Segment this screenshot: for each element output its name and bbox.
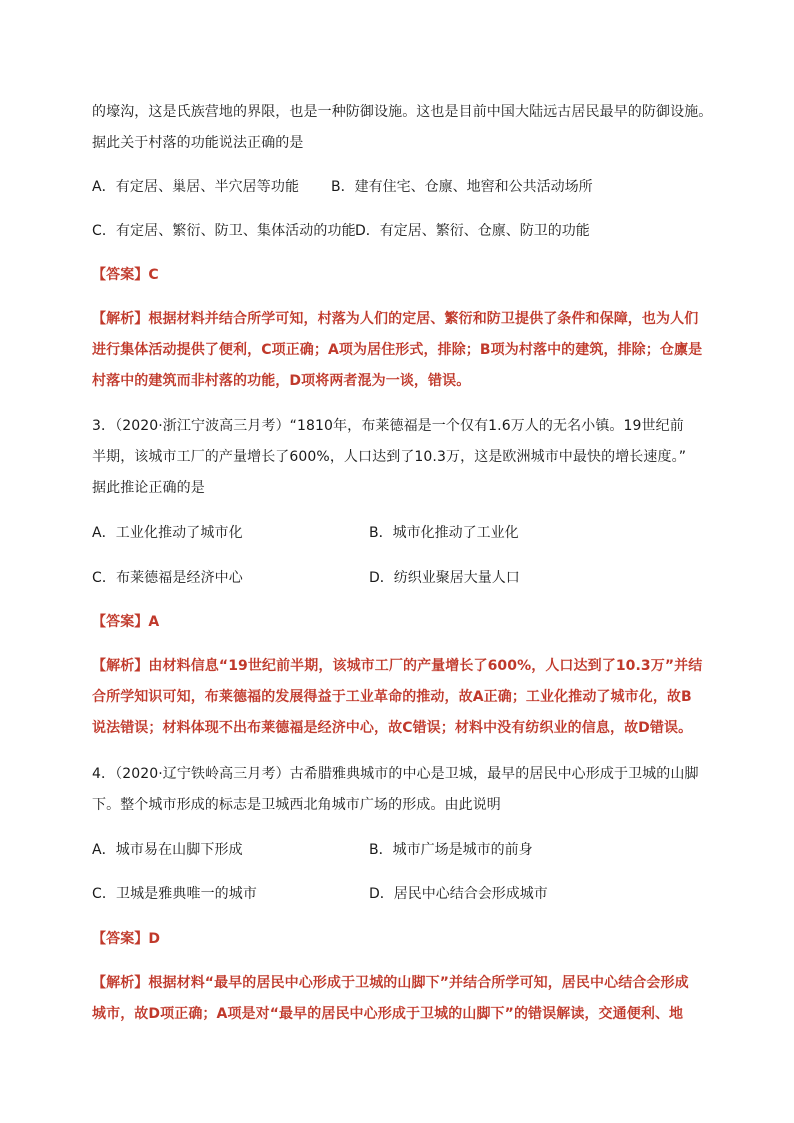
q3-analysis-line-2: 合所学知识可知，布莱德福的发展得益于工业革命的推动，故A正确；工业化推动了城市化，故B xyxy=(92,689,692,705)
q2-option-d: D．有定居、繁衍、仓廪、防卫的功能 xyxy=(355,223,590,239)
q3-option-a: A．工业化推动了城市化 xyxy=(92,525,243,541)
q2-option-b: B．建有住宅、仓廪、地窖和公共活动场所 xyxy=(331,179,593,195)
q3-option-d: D．纺织业聚居大量人口 xyxy=(369,570,520,586)
q2-analysis-line-1: 【解析】根据材料并结合所学可知，村落为人们的定居、繁衍和防卫提供了条件和保障，也为人们 xyxy=(92,311,699,327)
q2-analysis-line-2: 进行集体活动提供了便利，C项正确；A项为居住形式，排除；B项为村落中的建筑，排除；仓廪是 xyxy=(92,342,703,358)
q3-analysis-line-1: 【解析】由材料信息“19世纪前半期，该城市工厂的产量增长了600%，人口达到了10.3万”并结 xyxy=(92,658,703,674)
q2-stem-line-1: 的壕沟，这是氏族营地的界限，也是一种防御设施。这也是目前中国大陆远古居民最早的防御设施。 xyxy=(92,104,713,120)
q3-option-c: C．布莱德福是经济中心 xyxy=(92,570,243,586)
q3-stem-line-3: 据此推论正确的是 xyxy=(92,480,205,496)
q2-option-c: C．有定居、繁衍、防卫、集体活动的功能 xyxy=(92,223,356,239)
q2-option-a: A．有定居、巢居、半穴居等功能 xyxy=(92,179,300,195)
q4-option-d: D．居民中心结合会形成城市 xyxy=(369,886,548,902)
q3-stem-line-1: 3．（2020·浙江宁波高三月考）“1810年，布莱德福是一个仅有1.6万人的无名小镇。19世纪前 xyxy=(92,418,684,434)
q2-answer: 【答案】C xyxy=(92,267,159,283)
q4-stem-line-2: 下。整个城市形成的标志是卫城西北角城市广场的形成。由此说明 xyxy=(92,797,501,813)
q4-analysis-line-2: 城市，故D项正确；A项是对“最早的居民中心形成于卫城的山脚下”的错误解读，交通便利、地 xyxy=(92,1006,684,1022)
q4-analysis-line-1: 【解析】根据材料“最早的居民中心形成于卫城的山脚下”并结合所学可知，居民中心结合会形成 xyxy=(92,975,689,991)
q3-analysis-line-3: 说法错误；材料体现不出布莱德福是经济中心，故C错误；材料中没有纺织业的信息，故D错误。 xyxy=(92,720,693,736)
q2-stem-line-2: 据此关于村落的功能说法正确的是 xyxy=(92,135,304,151)
q4-option-a: A．城市易在山脚下形成 xyxy=(92,842,243,858)
q2-analysis-line-3: 村落中的建筑而非村落的功能，D项将两者混为一谈，错误。 xyxy=(92,373,471,389)
q3-stem-line-2: 半期，该城市工厂的产量增长了600%，人口达到了10.3万，这是欧洲城市中最快的增长速度。” xyxy=(92,449,687,465)
q4-answer: 【答案】D xyxy=(92,931,161,947)
q4-option-b: B．城市广场是城市的前身 xyxy=(369,842,533,858)
q3-answer: 【答案】A xyxy=(92,614,160,630)
q3-option-b: B．城市化推动了工业化 xyxy=(369,525,519,541)
q4-option-c: C．卫城是雅典唯一的城市 xyxy=(92,886,257,902)
q4-stem-line-1: 4．（2020·辽宁铁岭高三月考）古希腊雅典城市的中心是卫城，最早的居民中心形成于卫城的山脚 xyxy=(92,766,699,782)
